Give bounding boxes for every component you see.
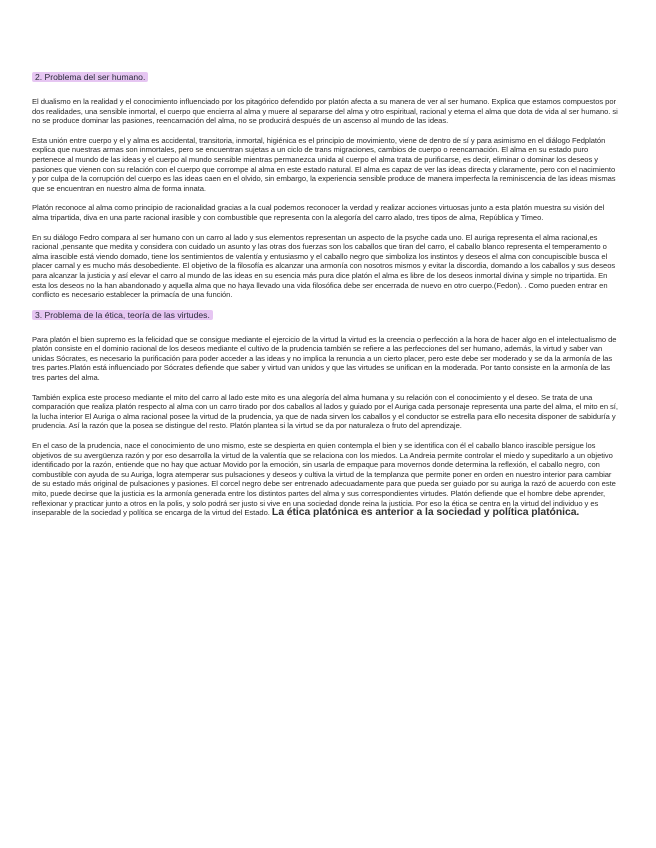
section-heading-3-text: 3. Problema de la ética, teoría de las virtudes. <box>32 310 213 320</box>
paragraph-prudence <box>32 441 620 518</box>
document-body <box>32 72 620 528</box>
paragraph-dualism: El dualismo en la realidad y el conocimiento influenciado por los pitagórico defendido por platón afecta a su manera de ver al ser humano. Explica que estamos compuestos por dos realidades, una sensible inmortal, el cuerpo que encierra al alma y muere al separarse del alma y otro espiritual, racional y eterna el alma que dota de vida al ser humano. si no se produce dominar las pasiones, reencarnación del alma, no se producirá después de un ascenso al mundo de las ideas. <box>32 97 618 126</box>
closing-statement: La ética platónica es anterior a la sociedad y política platónica. <box>271 507 580 519</box>
section-heading-3 <box>32 310 620 321</box>
paragraph-principle-rationality: Platón reconoce al alma como principio de racionalidad gracias a la cual podemos reconocer la verdad y realizar acciones virtuosas junto a esta platón muestra su visión del alma tripartida, diva en una parte racional irasible y con combustible que representa con la alegoría del carro alado, tres tipos de alma, República y Timeo. <box>32 203 605 222</box>
section-heading-2-text: 2. Problema del ser humano. <box>32 72 148 82</box>
paragraph-fedro-chariot: En su diálogo Fedro compara al ser humano con un carro al lado y sus elementos representan un aspecto de la psyche cada uno. El auriga representa el alma racional,es racional ,pensante que medita y considera con cuidado un asunto y las otras dos fuerzas son los caballos que tiran del carro, el caballo blanco representa el temperamento o alma irascible está viendo domado, tiene los sentimientos de valentía y entusiasmo y el caballo negro que simboliza los instintos y deseos el alma con concupiscible busca el placer carnal y es mucho más desobediente. El objetivo de la filosofía es alcanzar una armonía con nosotros mismos y evitar la discordia, domando a los caballos y sus deseos para alcanzar la justicia y así elevar el carro al mundo de las ideas en su esencia más pura dice platón el alma es libre de los deseos inmortal divina y simple no tripartida. En esta los deseos no la han abandonado y aquella alma que no haya llevado una vida filosófica debe ser encerrada de nuevo en otro cuerpo.(Fedon). . Como pueden entrar en conflicto es necesario establecer la primacía de una función. <box>32 232 616 300</box>
paragraph-prudence-text: En el caso de la prudencia, nace el conocimiento de uno mismo, este se despierta en quien contempla el bien y se identifica con él el caballo blanco irascible persigue los objetivos de su avergüenza razón y por eso desarrolla la virtud de la valentía que se relaciona con los miedos. La Andreia permite controlar el miedo y supeditarlo a un objetivo identificado por la razón, entiende que no hay que actuar Movido por la emoción, sin usarla de empaque para movernos donde determina la reflexión, el caballo negro, con combustible con ayuda de su Auriga, logra atemperar sus pulsaciones y deseos y cultiva la virtud de la templanza que permite poner en orden en nuestro interior para cambiar de su estado más original de pulsaciones y pasiones. El corcel negro debe ser entrenado adecuadamente para que pueda ser guiado por su auriga la razó de acuerdo con este mito, puede decirse que la justicia es la armonía generada entre los distintos partes del alma y sus correspondientes virtudes. Platón defiende que el hombre debe aprender, reflexionar y practicar junto a otros en la polis, y solo podrá ser justo si vive en una sociedad donde reina la justicia. Por eso la ética se centra en la virtud del individuo y es inseparable de la sociedad y política se encarga de la virtud del Estado. <box>32 441 616 518</box>
paragraph-union-body-soul: Esta unión entre cuerpo y el y alma es accidental, transitoria, inmortal, higiénica es el principio de movimiento, viene de dentro de sí y para asimismo en el diálogo Fedplatón explica que nuestras armas son inmortales, pero se encuentran sujetas a un ciclo de trans migraciones, cambios de cuerpo o reencarnación. El alma en su estado puro pertenece al mundo de las ideas y el cuerpo al mundo sensible mientras permanezca unida al cuerpo el alma trata de purificarse, es decir, eliminar o dominar los deseos y pasiones que vienen con su relación con el cuerpo que corrompe al alma en este estado natural. El alma es capaz de ver las ideas directa y claramente, pero con el nacimiento y por culpa de la corrupción del cuerpo es las ideas caen en el olvido, sin embargo, la experiencia sensible produce de manera imperfecta la reminiscencia de las ideas mismas que se encuentran en nuestro alma de forma innata. <box>32 135 616 193</box>
section-heading-2 <box>32 72 620 83</box>
paragraph-chariot-myth: También explica este proceso mediante el mito del carro al lado este mito es una alegoría del alma humana y su relación con el conocimiento y el deseo. Se trata de una comparación que realiza platón respecto al alma con un carro tirado por dos caballos al lados y guiado por el Auriga cada personaje representa una parte del alma, el mito en sí, la lucha interior El Auriga o alma racional posee la virtud de la prudencia, ya que de nada sirven los caballos y el conductor se estrella para ello necesita disponer de sabiduría y prudencia. Así la razón que la posea se distingue del resto. Platón plantea si la virtud se da por naturaleza o fruto del aprendizaje. <box>32 392 618 431</box>
paragraph-supreme-good: Para platón el bien supremo es la felicidad que se consigue mediante el ejercicio de la virtud la virtud es la creencia o perfección a la hora de hacer algo en el intelectualismo de platón consiste en el dominio racional de los deseos mediante el cultivo de la prudencia también se refiere a las perfecciones del ser humano, además, la virtud y saber van unidas Sócrates, es necesario la purificación para poder acceder a las ideas y no implica la renuncia a un cierto placer, pero este debe ser moderado y se da la armonía de las tres partes.Platón está influenciado por Sócrates defiende que saber y virtud van unidos y que las virtudes se unifican en la moderada. Por tanto consiste en la armonía de las tres partes del alma. <box>32 334 617 383</box>
